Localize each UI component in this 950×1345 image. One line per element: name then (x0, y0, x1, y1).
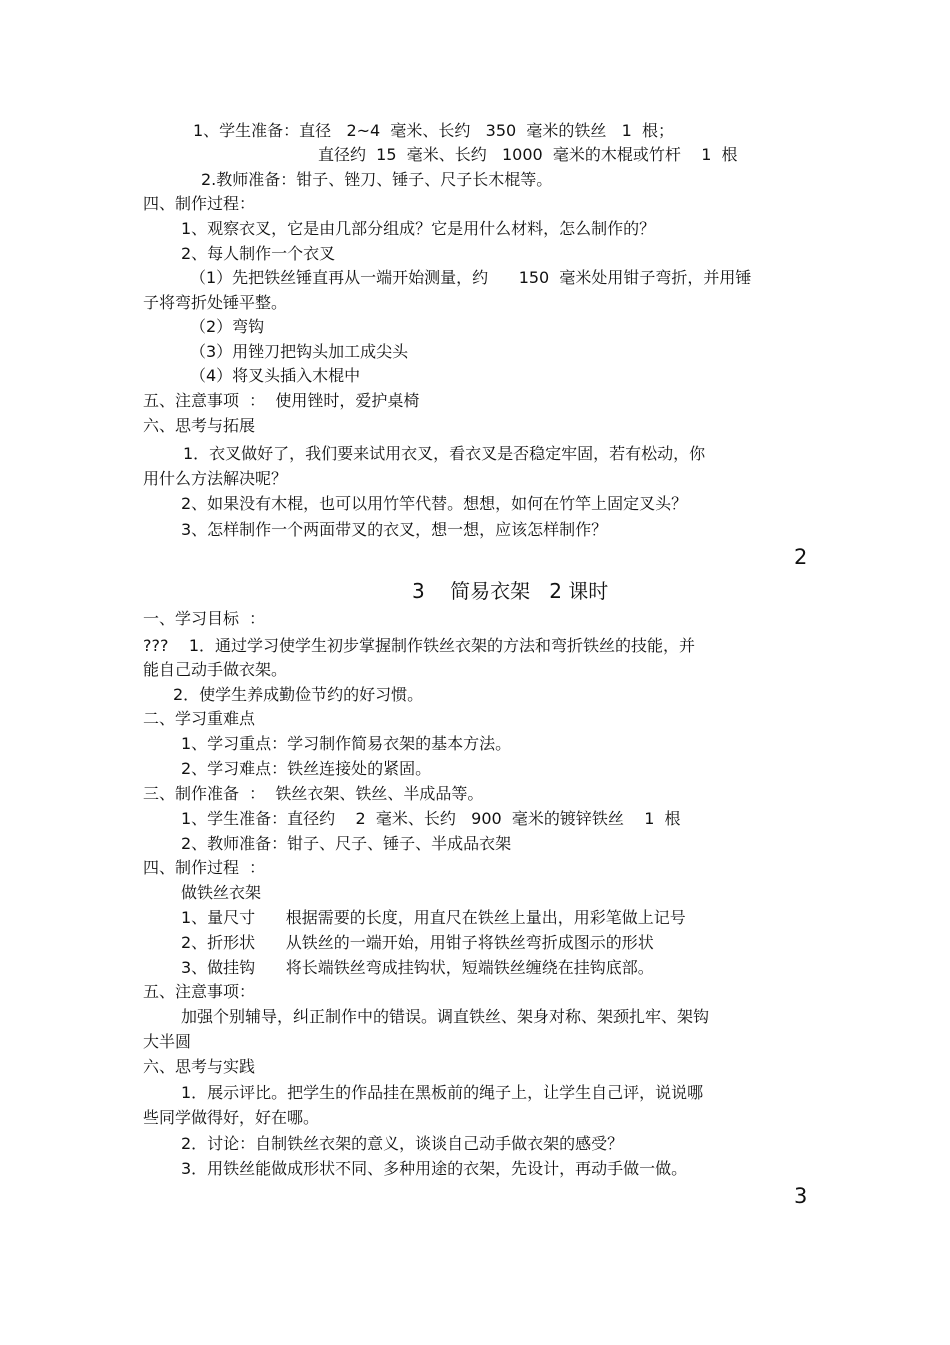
process-step-2: 2、折形状 从铁丝的一端开始，用钳子将铁丝弯折成图示的形状 (181, 933, 654, 952)
heading-notes: 五、注意事项： (143, 982, 256, 1001)
practice-1-cont: 些同学做得好，好在哪。 (143, 1108, 320, 1127)
practice-2: 2．讨论：自制铁丝衣架的意义，谈谈自己动手做衣架的感受？ (181, 1134, 624, 1153)
step-1: 1、观察衣叉，它是由几部分组成？它是用什么材料，怎么制作的？ (181, 219, 656, 238)
heading-key-points: 二、学习重难点 (143, 709, 256, 728)
heading-goals: 一、学习目标 ： (143, 609, 266, 628)
heading-extension: 六、思考与拓展 (143, 416, 256, 435)
key-point: 1、学习重点：学习制作简易衣架的基本方法。 (181, 734, 512, 753)
extension-2: 2、如果没有木棍，也可以用竹竿代替。想想，如何在竹竿上固定叉头？ (181, 494, 688, 513)
teacher-prep: 2、教师准备：钳子、尺子、锤子、半成品衣架 (181, 834, 512, 853)
heading-notes: 五、注意事项 ： 使用锉时，爱护桌椅 (143, 391, 420, 410)
extension-1-cont: 用什么方法解决呢？ (143, 469, 288, 488)
teacher-prep-line: 2.教师准备：钳子、锉刀、锤子、尺子长木棍等。 (201, 170, 553, 189)
extension-1: 1．衣叉做好了，我们要来试用衣叉，看衣叉是否稳定牢固，若有松动，你 (183, 444, 706, 463)
section-title: 3 简易衣架 2 课时 (412, 579, 609, 603)
goal-2: 2．使学生养成勤俭节约的好习惯。 (173, 685, 424, 704)
process-step-3: 3、做挂钩 将长端铁丝弯成挂钩状，短端铁丝缠绕在挂钩底部。 (181, 958, 654, 977)
student-prep: 1、学生准备：直径约 2 毫米、长约 900 毫米的镀锌铁丝 1 根 (181, 809, 681, 828)
extension-3: 3、怎样制作一个两面带叉的衣叉，想一想，应该怎样制作？ (181, 520, 608, 539)
substep-4: （4）将叉头插入木棍中 (190, 366, 361, 385)
substep-1: （1）先把铁丝锤直再从一端开始测量，约 150 毫米处用钳子弯折，并用锤 (190, 268, 752, 287)
student-prep-line-2: 直径约 15 毫米、长约 1000 毫米的木棍或竹杆 1 根 (318, 145, 738, 164)
substep-1-cont: 子将弯折处锤平整。 (143, 293, 288, 312)
difficult-point: 2、学习难点：铁丝连接处的紧固。 (181, 759, 432, 778)
practice-1: 1．展示评比。把学生的作品挂在黑板前的绳子上，让学生自己评，说说哪 (181, 1083, 704, 1102)
heading-process: 四、制作过程 ： (143, 858, 266, 877)
heading-process: 四、制作过程： (143, 194, 256, 213)
page-number: 3 (794, 1184, 808, 1208)
student-prep-line: 1、学生准备：直径 2~4 毫米、长约 350 毫米的铁丝 1 根； (193, 121, 674, 140)
step-2: 2、每人制作一个衣叉 (181, 244, 336, 263)
notes-text: 加强个别辅导，纠正制作中的错误。调直铁丝、架身对称、架颈扎牢、架钩 (181, 1007, 710, 1026)
practice-3: 3．用铁丝能做成形状不同、多种用途的衣架，先设计，再动手做一做。 (181, 1159, 688, 1178)
goal-1-cont: 能自己动手做衣架。 (143, 660, 288, 679)
heading-practice: 六、思考与实践 (143, 1057, 256, 1076)
notes-text-cont: 大半圆 (143, 1032, 192, 1051)
substep-2: （2）弯钩 (190, 317, 265, 336)
goal-1: ??? 1．通过学习使学生初步掌握制作铁丝衣架的方法和弯折铁丝的技能，并 (143, 636, 696, 655)
process-subtitle: 做铁丝衣架 (181, 883, 262, 902)
heading-preparation: 三、制作准备 ： 铁丝衣架、铁丝、半成品等。 (143, 784, 484, 803)
substep-3: （3）用锉刀把钩头加工成尖头 (190, 342, 409, 361)
process-step-1: 1、量尺寸 根据需要的长度，用直尺在铁丝上量出，用彩笔做上记号 (181, 908, 686, 927)
page-number: 2 (794, 545, 808, 569)
